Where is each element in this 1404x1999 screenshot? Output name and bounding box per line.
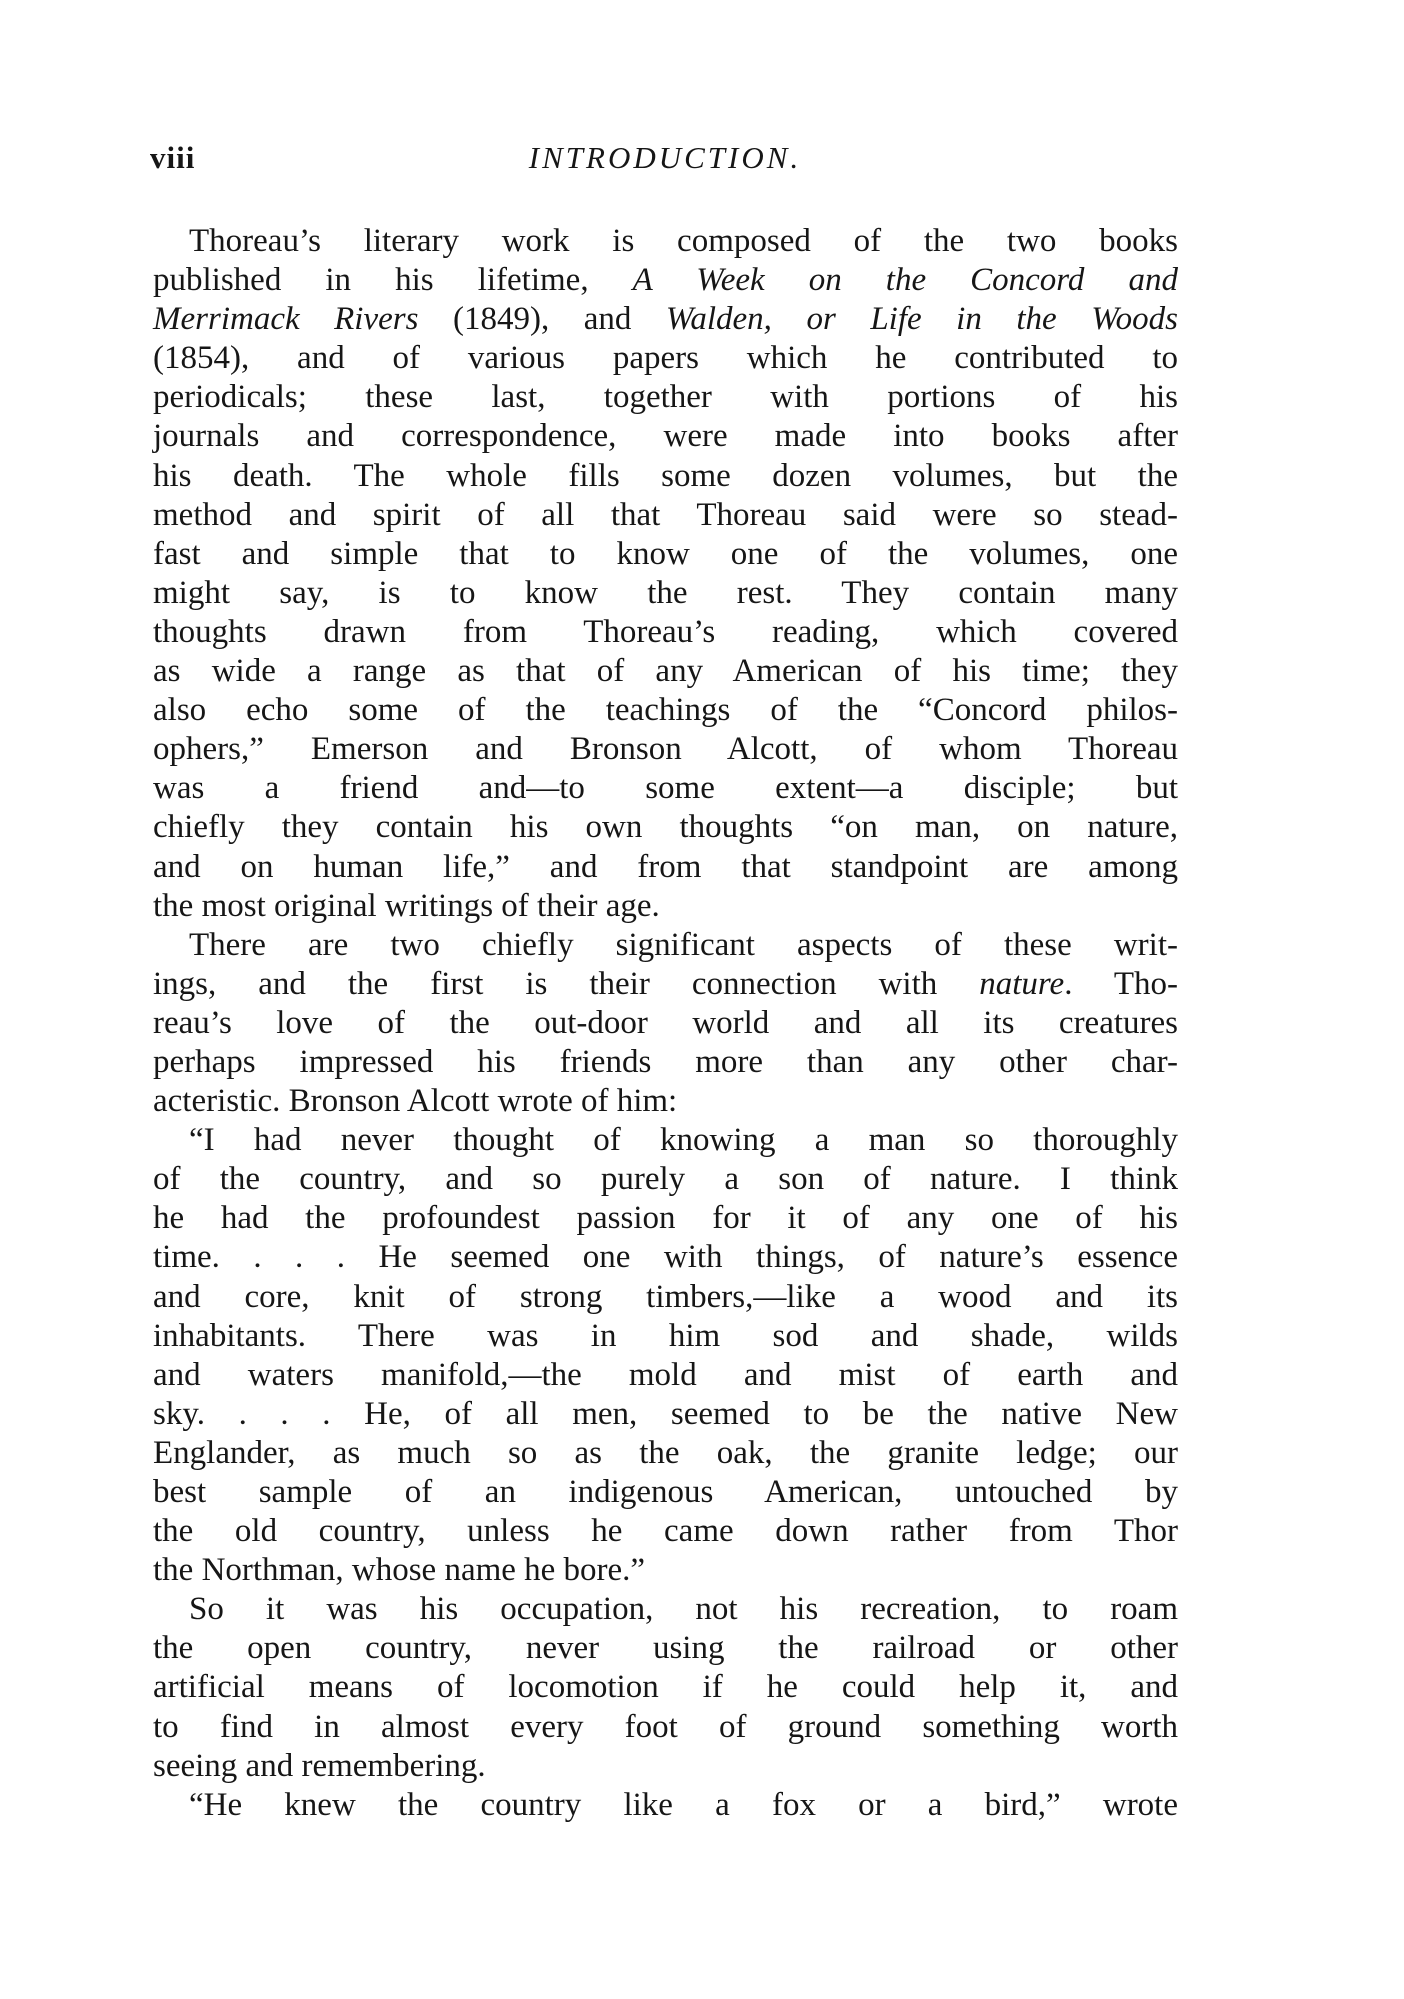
text-line: perhaps impressed his friends more than any other char- xyxy=(153,1043,1178,1080)
text-line: Merrimack Rivers (1849), and Walden, or Life in the Woods xyxy=(153,301,1179,338)
text-line: was a friend and—to some extent—a disciple; but xyxy=(153,770,1178,807)
text-line: fast and simple that to know one of the volumes, one xyxy=(153,535,1178,572)
text-line: he had the profoundest passion for it of any one of his xyxy=(153,1200,1178,1237)
text-line: sky. . . . He, of all men, seemed to be the native New xyxy=(153,1395,1178,1432)
text-line: best sample of an indigenous American, untouched by xyxy=(153,1474,1178,1510)
text-line: as wide a range as that of any American of his time; they xyxy=(153,653,1178,690)
text-line: the Northman, whose name he bore.” xyxy=(153,1552,646,1589)
text-line: There are two chiefly significant aspects of these writ- xyxy=(189,926,1178,963)
text-line: time. . . . He seemed one with things, of nature’s essence xyxy=(153,1239,1178,1276)
text-line: ophers,” Emerson and Bronson Alcott, of whom Thoreau xyxy=(153,731,1178,768)
text-line: thoughts drawn from Thoreau’s reading, which covered xyxy=(153,613,1178,650)
text-line: the open country, never using the railroad or other xyxy=(153,1630,1178,1667)
text-line: “I had never thought of knowing a man so thoroughly xyxy=(189,1122,1178,1159)
text-line: chiefly they contain his own thoughts “on man, on nature, xyxy=(153,809,1178,846)
body-text xyxy=(153,222,1178,1825)
text-line: the most original writings of their age. xyxy=(153,887,660,924)
text-line: So it was his occupation, not his recreation, to roam xyxy=(189,1591,1178,1628)
text-line: his death. The whole fills some dozen volumes, but the xyxy=(153,457,1178,494)
text-line: (1854), and of various papers which he contributed to xyxy=(153,340,1178,377)
text-line: and core, knit of strong timbers,—like a wood and its xyxy=(153,1278,1178,1315)
text-line: the old country, unless he came down rather from Thor xyxy=(153,1513,1178,1550)
text-line: and waters manifold,—the mold and mist of earth and xyxy=(153,1356,1178,1393)
text-line: artificial means of locomotion if he could help it, and xyxy=(153,1669,1178,1706)
text-line: periodicals; these last, together with portions of his xyxy=(153,379,1178,416)
text-line: Englander, as much so as the oak, the granite ledge; our xyxy=(153,1434,1178,1471)
text-line: published in his lifetime, A Week on the Concord and xyxy=(153,262,1178,299)
page-number: viii xyxy=(150,140,196,175)
text-line: journals and correspondence, were made into books after xyxy=(153,418,1178,455)
running-title: INTRODUCTION. xyxy=(528,140,802,175)
text-line: “He knew the country like a fox or a bird,” wrote xyxy=(189,1786,1178,1823)
running-head xyxy=(150,138,1180,178)
text-line: reau’s love of the out-door world and all its creatures xyxy=(153,1004,1178,1041)
text-line: acteristic. Bronson Alcott wrote of him: xyxy=(153,1083,678,1120)
text-line: and on human life,” and from that standpoint are among xyxy=(153,848,1178,885)
text-line: inhabitants. There was in him sod and shade, wilds xyxy=(153,1317,1178,1354)
text-line: of the country, and so purely a son of nature. I think xyxy=(153,1161,1178,1198)
text-line: might say, is to know the rest. They contain many xyxy=(153,574,1178,611)
text-line: Thoreau’s literary work is composed of the two books xyxy=(189,223,1178,259)
text-line: to find in almost every foot of ground something worth xyxy=(153,1708,1178,1745)
text-line: seeing and remembering. xyxy=(153,1747,486,1784)
text-line: also echo some of the teachings of the “Concord philos- xyxy=(153,692,1178,729)
text-line: ings, and the first is their connection with nature. Tho- xyxy=(153,965,1178,1002)
text-line: method and spirit of all that Thoreau said were so stead- xyxy=(153,496,1178,533)
